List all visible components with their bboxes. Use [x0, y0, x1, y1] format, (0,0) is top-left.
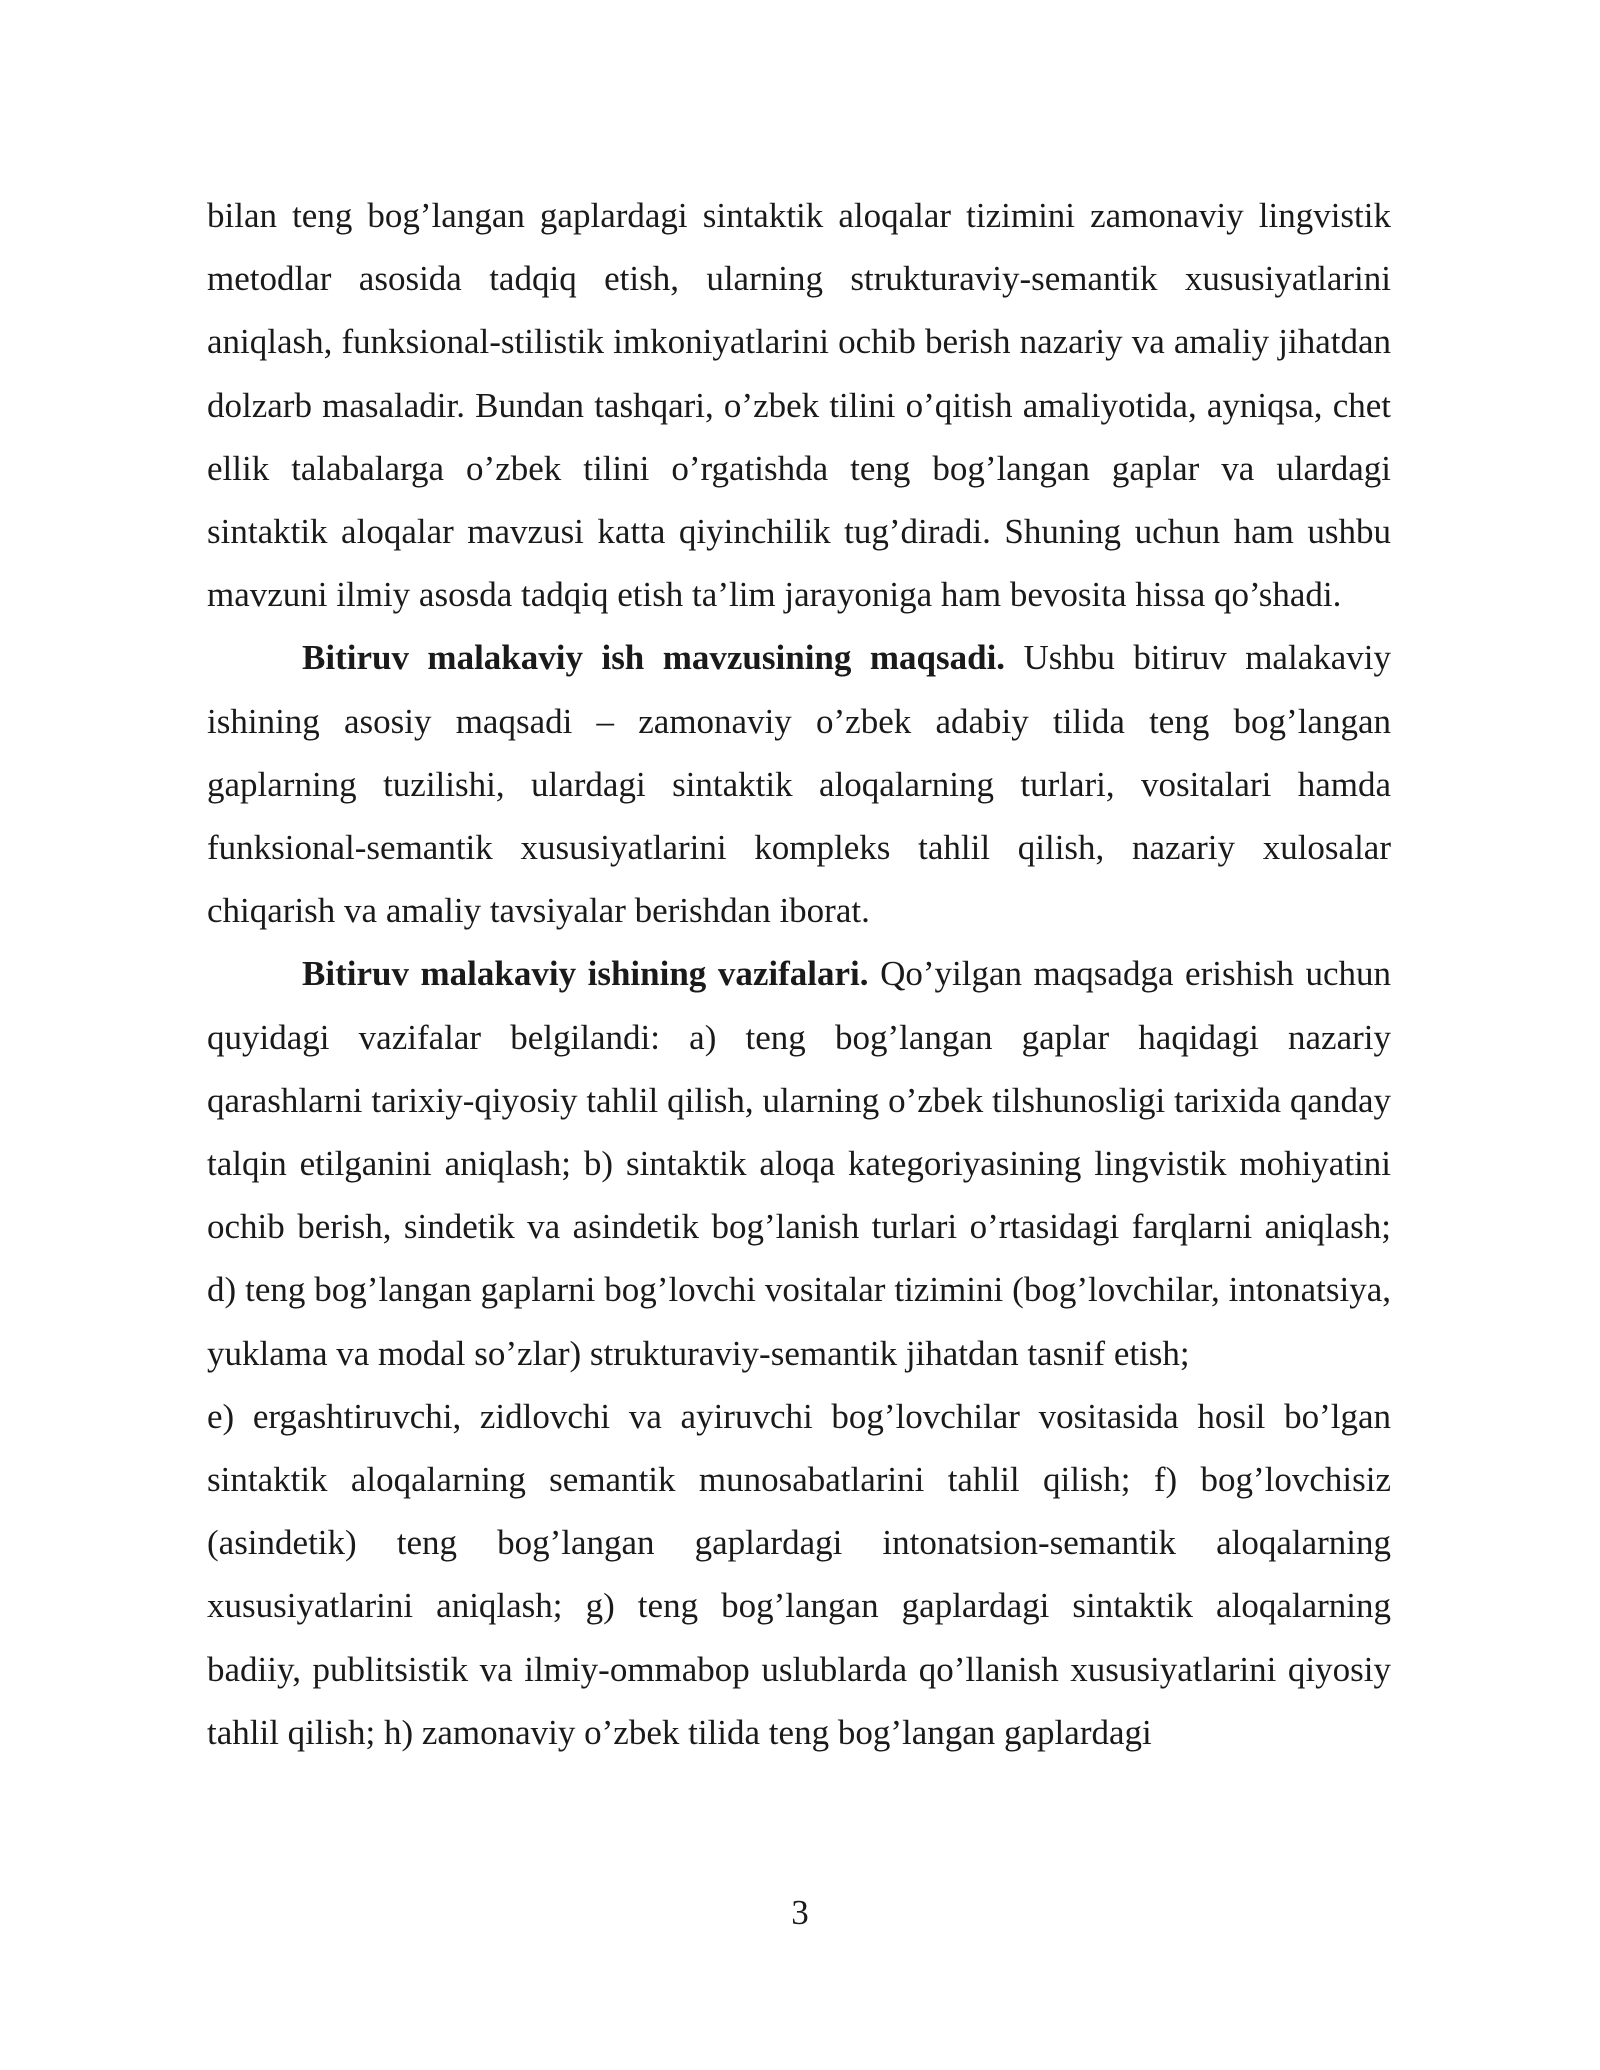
paragraph-text: bilan teng bog’langan gaplardagi sintaktik aloqalar tizimini zamonaviy lingvistik metodlar asosida tadqiq etish, ularning strukturaviy-semantik xususiyatlarini aniqlash, funksional-stilistik imkoniyatlarini ochib berish nazariy va amaliy jihatdan dolzarb masaladir. Bundan tashqari, o’zbek tilini o’qitish amaliyotida, ayniqsa, chet ellik talabalarga o’zbek tilini o’rgatishda teng bog’langan gaplar va ulardagi sintaktik aloqalar mavzusi katta qiyinchilik tug’diradi. Shuning uchun ham ushbu mavzuni ilmiy asosda tadqiq etish ta’lim jarayoniga ham bevosita hissa qo’shadi.: [207, 196, 1391, 615]
paragraph-text: Ushbu bitiruv malakaviy ishining asosiy maqsadi – zamonaviy o’zbek adabiy tilida teng bog’langan gaplarning tuzilishi, ulardagi sintaktik aloqalarning turlari, vositalari hamda funksional-semantik xususiyatlarini kompleks tahlil qilish, nazariy xulosalar chiqarish va amaliy tavsiyalar berishdan iborat.: [207, 638, 1391, 931]
paragraph-relevance: [207, 184, 1391, 626]
paragraph-goal: [207, 626, 1391, 942]
document-body: [207, 184, 1391, 1764]
page-number: 3: [791, 1893, 809, 1932]
section-heading-tasks: Bitiruv malakaviy ishining vazifalari.: [302, 954, 869, 994]
paragraph-tasks-continued: [207, 1385, 1391, 1764]
paragraph-text: Qo’yilgan maqsadga erishish uchun quyidagi vazifalar belgilandi: a) teng bog’langan gaplar haqidagi nazariy qarashlarni tarixiy-qiyosiy tahlil qilish, ularning o’zbek tilshunosligi tarixida qanday talqin etilganini aniqlash; b) sintaktik aloqa kategoriyasining lingvistik mohiyatini ochib berish, sindetik va asindetik bog’lanish turlari o’rtasidagi farqlarni aniqlash; d) teng bog’langan gaplarni bog’lovchi vositalar tizimini (bog’lovchilar, intonatsiya, yuklama va modal so’zlar) strukturaviy-semantik jihatdan tasnif etish;: [207, 954, 1391, 1373]
section-heading-goal: Bitiruv malakaviy ish mavzusining maqsadi.: [302, 638, 1006, 678]
paragraph-text: e) ergashtiruvchi, zidlovchi va ayiruvchi bog’lovchilar vositasida hosil bo’lgan sintaktik aloqalarning semantik munosabatlarini tahlil qilish; f) bog’lovchisiz (asindetik) teng bog’langan gaplardagi intonatsion-semantik aloqalarning xususiyatlarini aniqlash; g) teng bog’langan gaplardagi sintaktik aloqalarning badiiy, publitsistik va ilmiy-ommabop uslublarda qo’llanish xususiyatlarini qiyosiy tahlil qilish; h) zamonaviy o’zbek tilida teng bog’langan gaplardagi: [207, 1396, 1391, 1752]
paragraph-tasks: [207, 942, 1391, 1384]
